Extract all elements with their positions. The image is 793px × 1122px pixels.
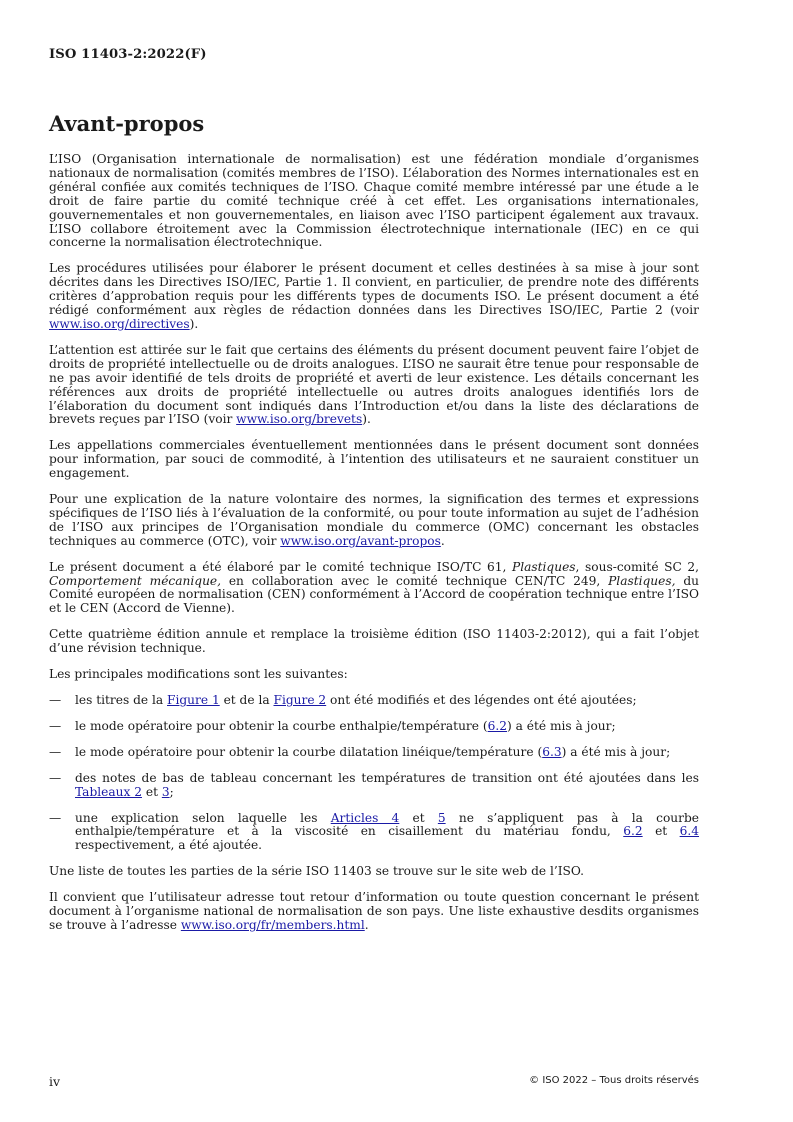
link-brevets[interactable]: www.iso.org/brevets bbox=[236, 412, 363, 427]
dash-marker: — bbox=[49, 770, 62, 785]
paragraph-feedback: Il convient que l’utilisateur adresse tout retour d’information ou toute question concernant le présent document à l’organisme national de normalisation de son pays. Une liste exhaustive desdits organismes se trouve à l’adresse www.iso.org/fr/members.html. bbox=[49, 890, 699, 932]
link-directives[interactable]: www.iso.org/directives bbox=[49, 316, 190, 331]
paragraph-edition: Cette quatrième édition annule et remplace la troisième édition (ISO 11403-2:2012), qui a fait l’objet d’une révision technique. bbox=[49, 627, 699, 656]
dash-marker: — bbox=[49, 744, 62, 759]
link-clause-6-2[interactable]: 6.2 bbox=[487, 718, 507, 733]
link-figure-1[interactable]: Figure 1 bbox=[167, 693, 220, 707]
link-tableau-3[interactable]: 3 bbox=[161, 784, 170, 799]
dash-marker: — bbox=[49, 693, 62, 707]
copyright-notice: © ISO 2022 – Tous droits réservés bbox=[529, 1075, 699, 1086]
page bbox=[49, 0, 699, 1122]
dash-marker: — bbox=[49, 718, 62, 733]
paragraph-series: Une liste de toutes les parties de la série ISO 11403 se trouve sur le site web de l’ISO. bbox=[49, 864, 585, 879]
paragraph-patents: L’attention est attirée sur le fait que certains des éléments du présent document peuvent faire l’objet de droits de propriété intellectuelle ou de droits analogues. L’ISO ne saurait être tenue pour responsable de ne pas avoir identifié de tels droits de propriété et averti de leur existence. Les détails concernant les références aux droits de propriété intellectuelle ou autres droits analogues identifiés lors de l’élaboration du document sont indiqués dans l’Introduction et/ou dans la liste des déclarations de brevets reçues par l’ISO (voir www.iso.org/brevets). bbox=[49, 342, 699, 427]
dash-marker: — bbox=[49, 810, 62, 825]
link-articles-4[interactable]: Articles 4 bbox=[330, 810, 400, 825]
foreword-body bbox=[49, 153, 699, 945]
link-tableaux-2[interactable]: Tableaux 2 bbox=[75, 784, 142, 799]
list-item: — une explication selon laquelle les Articles 4 et 5 ne s’appliquent pas à la courbe enthalpie/température et à la viscosité en cisaillement du matériau fondu, 6.2 et 6.4 respectivement, a été ajoutée. bbox=[49, 810, 700, 853]
link-clause-6-3[interactable]: 6.3 bbox=[542, 744, 562, 759]
link-figure-2[interactable]: Figure 2 bbox=[273, 693, 327, 707]
paragraph-procedures: Les procédures utilisées pour élaborer le présent document et celles destinées à sa mise à jour sont décrites dans les Directives ISO/IEC, Partie 1. Il convient, en particulier, de prendre note des différents critères d’approbation requis pour les différents types de documents ISO. Le présent document a été rédigé conformément aux règles de rédaction données dans les Directives ISO/IEC, Partie 2 (voir www.iso.org/directives). bbox=[49, 261, 699, 331]
link-article-5[interactable]: 5 bbox=[437, 810, 446, 825]
list-item: — le mode opératoire pour obtenir la courbe enthalpie/température (6.2) a été mis à jour; bbox=[49, 718, 616, 733]
page-number: iv bbox=[49, 1074, 61, 1089]
link-clause-6-2[interactable]: 6.2 bbox=[623, 824, 643, 839]
link-members[interactable]: www.iso.org/fr/members.html bbox=[180, 917, 365, 932]
list-item: — des notes de bas de tableau concernant les températures de transition ont été ajoutées dans les Tableaux 2 et 3; bbox=[49, 770, 699, 799]
link-avant-propos[interactable]: www.iso.org/avant-propos bbox=[280, 533, 441, 548]
link-clause-6-4[interactable]: 6.4 bbox=[679, 824, 700, 839]
paragraph-trade-names: Les appellations commerciales éventuellement mentionnées dans le présent document sont données pour information, par souci de commodité, à l’intention des utilisateurs et ne sauraient constituer un engagement. bbox=[49, 438, 699, 481]
paragraph-changes-intro: Les principales modifications sont les suivantes: bbox=[49, 667, 348, 682]
paragraph-voluntary-nature: Pour une explication de la nature volontaire des normes, la signification des termes et expressions spécifiques de l’ISO liés à l’évaluation de la conformité, ou pour toute information au sujet de l’adhésion de l’ISO aux principes de l’Organisation mondiale du commerce (OMC) concernant les obstacles techniques au commerce (OTC), voir www.iso.org/avant-propos. bbox=[49, 492, 699, 548]
paragraph-iso-intro: L’ISO (Organisation internationale de normalisation) est une fédération mondiale d’organismes nationaux de normalisation (comités membres de l’ISO). L’élaboration des Normes internationales est en général confiée aux comités techniques de l’ISO. Chaque comité membre intéressé par une étude a le droit de faire partie du comité technique créé à cet effet. Les organisations internationales, gouvernementales et non gouvernementales, en liaison avec l’ISO participent également aux travaux. L’ISO collabore étroitement avec la Commission électrotechnique internationale (IEC) en ce qui concerne la normalisation électrotechnique. bbox=[49, 152, 699, 250]
list-item: — le mode opératoire pour obtenir la courbe dilatation linéique/température (6.3) a été mis à jour; bbox=[49, 744, 671, 759]
section-title: Avant-propos bbox=[49, 111, 205, 136]
paragraph-committee: Le présent document a été élaboré par le comité technique ISO/TC 61, Plastiques, sous-comité SC 2, Comportement mécanique, en collaboration avec le comité technique CEN/TC 249, Plastiques, du Comité européen de normalisation (CEN) conformément à l’Accord de coopération technique entre l’ISO et le CEN (Accord de Vienne). bbox=[49, 559, 699, 616]
document-id: ISO 11403-2:2022(F) bbox=[49, 47, 207, 62]
list-item: — les titres de la Figure 1 et de la Figure 2 ont été modifiés et des légendes ont été ajoutées; bbox=[49, 693, 637, 707]
